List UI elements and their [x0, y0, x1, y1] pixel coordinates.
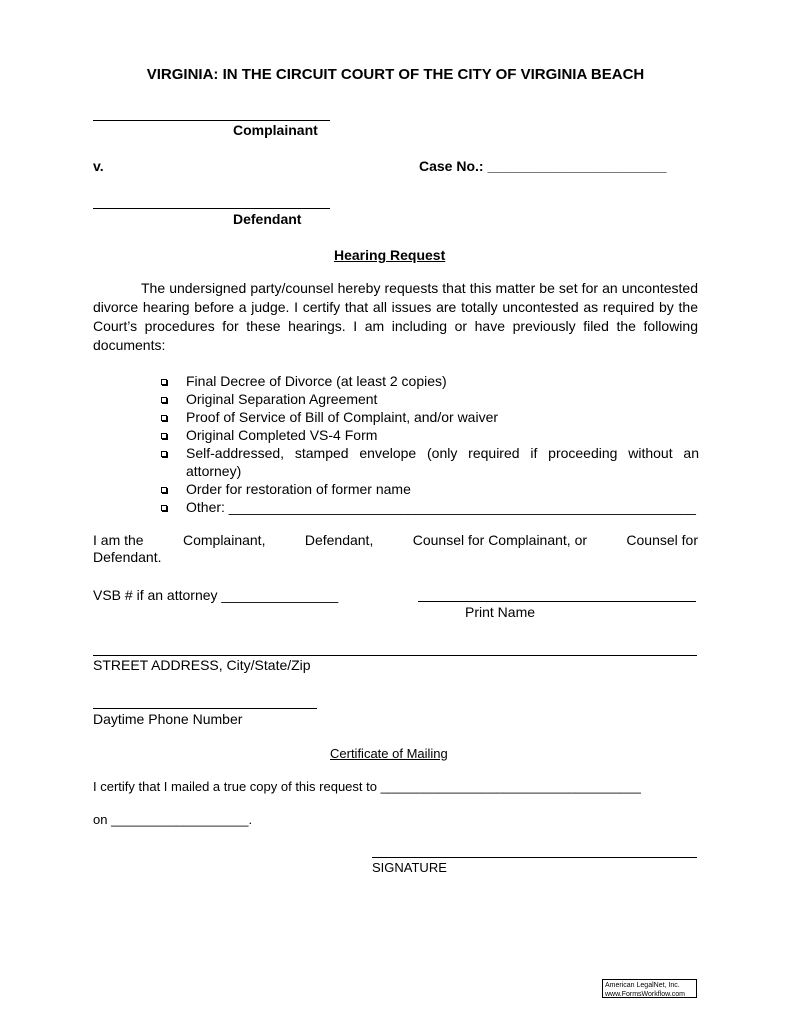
street-address-line[interactable] — [93, 655, 697, 656]
role-option-counsel-defendant-cont: Defendant. — [93, 549, 162, 565]
role-option-defendant[interactable]: Defendant, — [304, 532, 374, 548]
checkbox-icon[interactable] — [161, 379, 167, 385]
court-title: VIRGINIA: IN THE CIRCUIT COURT OF THE CITY OF VIRGINIA BEACH — [146, 66, 645, 83]
checklist-item[interactable]: Order for restoration of former name — [159, 480, 699, 498]
role-option-complainant[interactable]: Complainant, — [182, 532, 266, 548]
checkbox-icon[interactable] — [161, 505, 167, 511]
checklist-item[interactable]: Proof of Service of Bill of Complaint, and/or waiver — [159, 408, 699, 426]
checkbox-icon[interactable] — [161, 433, 167, 439]
signature-label: SIGNATURE — [372, 860, 447, 875]
street-address-label: STREET ADDRESS, City/State/Zip — [93, 657, 311, 673]
publisher-footer — [602, 979, 697, 998]
checkbox-icon[interactable] — [161, 487, 167, 493]
role-selection — [93, 532, 698, 566]
checkbox-icon[interactable] — [161, 451, 167, 457]
case-number-field[interactable]: Case No.: _______________________ — [419, 158, 667, 174]
publisher-name: American LegalNet, Inc. — [605, 982, 680, 989]
defendant-name-line[interactable] — [93, 208, 330, 209]
checklist-item[interactable]: Original Separation Agreement — [159, 390, 699, 408]
vsb-number-field[interactable]: VSB # if an attorney _______________ — [93, 587, 339, 603]
role-option-counsel-defendant[interactable]: Counsel for — [626, 532, 698, 548]
publisher-url: www.FormsWorkflow.com — [605, 991, 685, 998]
i-am-the-label: I am the — [93, 532, 144, 548]
complainant-label: Complainant — [233, 122, 318, 138]
mailing-statement[interactable]: I certify that I mailed a true copy of this request to ____________________________________ — [93, 779, 641, 794]
certificate-of-mailing-heading: Certificate of Mailing — [330, 746, 448, 761]
checklist-item[interactable]: Original Completed VS-4 Form — [159, 426, 699, 444]
signature-line[interactable] — [372, 857, 697, 858]
documents-checklist — [159, 372, 699, 516]
complainant-name-line[interactable] — [93, 120, 330, 121]
checklist-item[interactable]: Final Decree of Divorce (at least 2 copies) — [159, 372, 699, 390]
defendant-label: Defendant — [233, 211, 302, 227]
checkbox-icon[interactable] — [161, 397, 167, 403]
print-name-line[interactable] — [418, 601, 696, 602]
role-option-counsel-complainant[interactable]: Counsel for Complainant, or — [412, 532, 588, 548]
print-name-label: Print Name — [465, 604, 536, 620]
versus-label: v. — [93, 158, 104, 174]
checklist-item-other[interactable]: Other: ____________________________________________________________ — [159, 498, 699, 516]
daytime-phone-label: Daytime Phone Number — [93, 711, 243, 727]
mailing-date-field[interactable]: on ___________________. — [93, 812, 253, 827]
intro-paragraph — [93, 279, 698, 355]
checklist-item[interactable]: Self-addressed, stamped envelope (only required if proceeding without an attorney) — [159, 444, 699, 480]
daytime-phone-line[interactable] — [93, 708, 317, 709]
checkbox-icon[interactable] — [161, 415, 167, 421]
hearing-request-heading: Hearing Request — [334, 247, 446, 263]
intro-paragraph-text: The undersigned party/counsel hereby requests that this matter be set for an uncontested divorce hearing before a judge. I certify that all issues are totally uncontested as required by the Court’s procedures for these hearings. I am including or have previously filed the following documents: — [93, 280, 698, 353]
